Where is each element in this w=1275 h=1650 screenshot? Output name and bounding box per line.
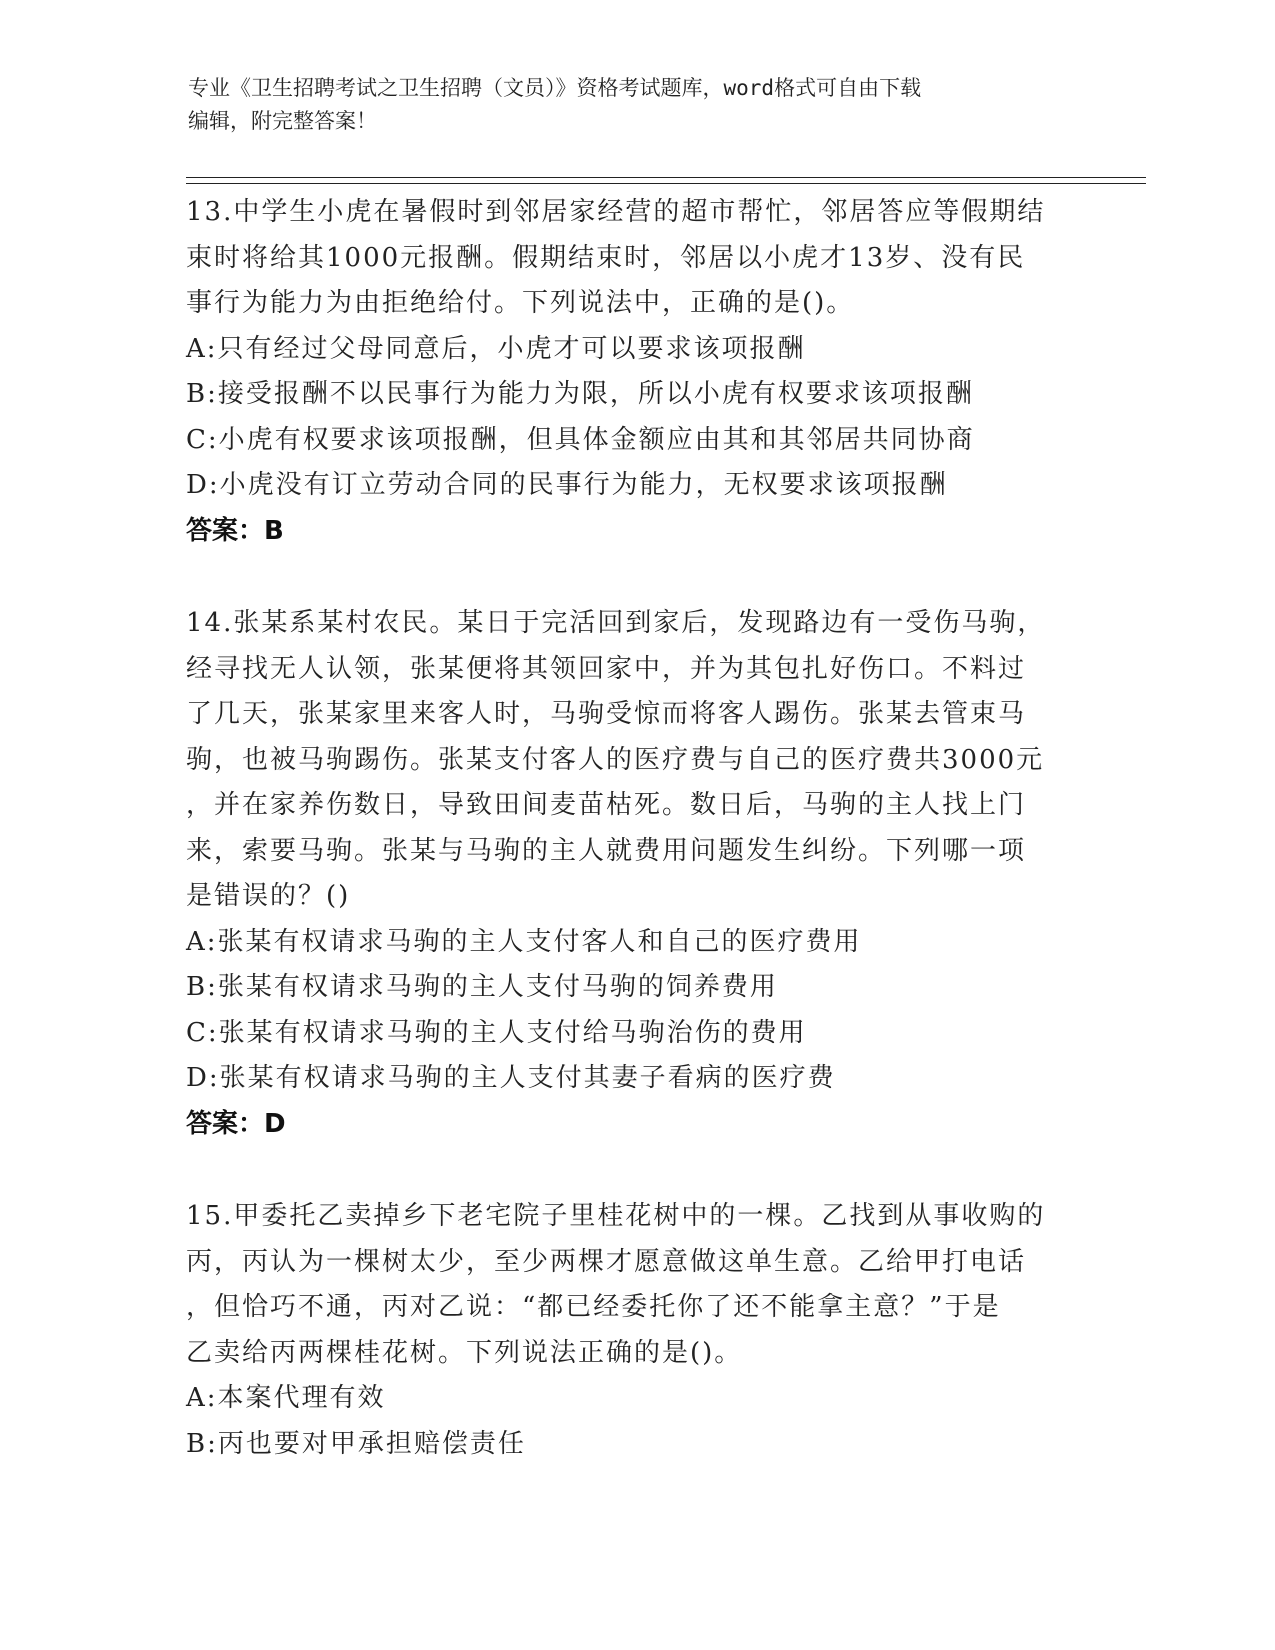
question-text-line: 经寻找无人认领，张某便将其领回家中，并为其包扎好伤口。不料过 <box>186 653 1027 684</box>
question-text-line: 丙，丙认为一棵树太少，至少两棵才愿意做这单生意。乙给甲打电话 <box>186 1246 1027 1277</box>
header-rule-top <box>186 177 1146 178</box>
answer-label: 答案：B <box>186 515 284 546</box>
option-a: A:张某有权请求马驹的主人支付客人和自己的医疗费用 <box>186 926 862 957</box>
question-text-line: 15.甲委托乙卖掉乡下老宅院子里桂花树中的一棵。乙找到从事收购的 <box>186 1201 1046 1231</box>
question-text-line: 事行为能力为由拒绝给付。下列说法中，正确的是()。 <box>186 288 855 318</box>
question-text-line: 是错误的？() <box>186 881 351 911</box>
question-list <box>186 190 1066 1514</box>
question-text-line: 来，索要马驹。张某与马驹的主人就费用问题发生纠纷。下列哪一项 <box>186 835 1027 866</box>
option-a: A:只有经过父母同意后，小虎才可以要求该项报酬 <box>186 333 806 364</box>
question-text-line: 驹，也被马驹踢伤。张某支付客人的医疗费与自己的医疗费共3000元 <box>186 744 1045 775</box>
question-15 <box>186 1194 1066 1467</box>
option-d: D:小虎没有订立劳动合同的民事行为能力，无权要求该项报酬 <box>186 470 948 500</box>
option-c: C:张某有权请求马驹的主人支付给马驹治伤的费用 <box>186 1017 807 1048</box>
option-d: D:张某有权请求马驹的主人支付其妻子看病的医疗费 <box>186 1063 836 1093</box>
question-text-line: 14.张某系某村农民。某日于完活回到家后，发现路边有一受伤马驹， <box>186 608 1046 638</box>
document-header <box>188 72 1068 138</box>
option-b: B:接受报酬不以民事行为能力为限，所以小虎有权要求该项报酬 <box>186 379 974 409</box>
header-line-1: 专业《卫生招聘考试之卫生招聘（文员）》资格考试题库，word格式可自由下载 <box>188 76 922 100</box>
option-c: C:小虎有权要求该项报酬，但具体金额应由其和其邻居共同协商 <box>186 424 975 455</box>
option-b: B:张某有权请求马驹的主人支付马驹的饲养费用 <box>186 972 778 1002</box>
option-a: A:本案代理有效 <box>186 1383 386 1413</box>
question-14 <box>186 601 1066 1147</box>
answer-label: 答案：D <box>186 1108 286 1139</box>
header-rule-bottom <box>186 183 1146 184</box>
question-text-line: 13.中学生小虎在暑假时到邻居家经营的超市帮忙，邻居答应等假期结 <box>186 197 1046 227</box>
header-line-2: 编辑，附完整答案！ <box>188 109 377 133</box>
question-text-line: ，并在家养伤数日，导致田间麦苗枯死。数日后，马驹的主人找上门 <box>186 790 1027 820</box>
question-13 <box>186 190 1066 554</box>
question-text-line: 了几天，张某家里来客人时，马驹受惊而将客人踢伤。张某去管束马 <box>186 699 1027 729</box>
option-b: B:丙也要对甲承担赔偿责任 <box>186 1428 526 1459</box>
question-text-line: 束时将给其1000元报酬。假期结束时，邻居以小虎才13岁、没有民 <box>186 242 1026 273</box>
question-text-line: ，但恰巧不通，丙对乙说：“都已经委托你了还不能拿主意？”于是 <box>186 1292 1001 1322</box>
question-text-line: 乙卖给丙两棵桂花树。下列说法正确的是()。 <box>186 1337 743 1368</box>
